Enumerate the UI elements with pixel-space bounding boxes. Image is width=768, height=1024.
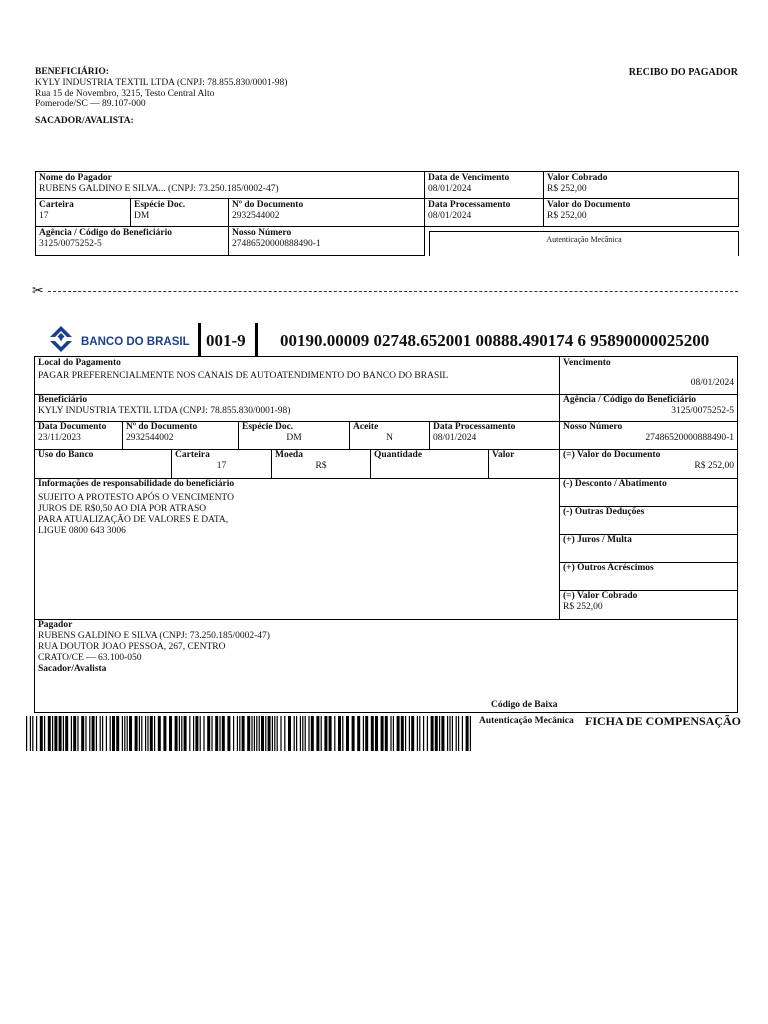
ficha-nosso-label: Nosso Número: [563, 422, 623, 432]
info-line: SUJEITO A PROTESTO APÓS O VENCIMENTO: [38, 493, 234, 503]
ficha-especie-cell: [239, 421, 349, 449]
ficha-carteira-label: Carteira: [175, 450, 210, 460]
valor-doc-value: R$ 252,00: [694, 461, 734, 471]
ficha-proc-label: Data Processamento: [433, 422, 516, 432]
beneficiary-city: Pomerode/SC — 89.107-000: [35, 99, 146, 109]
charged-cell: [544, 171, 739, 199]
doc-value-label: Valor do Documento: [547, 200, 631, 210]
qtd-cell: [371, 449, 488, 478]
info-line: JUROS DE R$0,50 AO DIA POR ATRASO: [38, 504, 207, 514]
doc-value-value: R$ 252,00: [547, 211, 587, 221]
ficha-title: FICHA DE COMPENSAÇÃO: [585, 714, 742, 728]
valor-cell: [489, 449, 559, 478]
auth-box: [429, 231, 739, 256]
bank-logo: [48, 323, 190, 355]
uso-cell: [35, 449, 171, 478]
valor-label: Valor: [492, 450, 515, 460]
charged-label: Valor Cobrado: [547, 173, 608, 183]
nosso-cell: [229, 227, 425, 256]
payer-label: Nome do Pagador: [39, 173, 112, 183]
proc-value: 08/01/2024: [428, 211, 472, 221]
valor-doc-label: (=) Valor do Documento: [563, 450, 661, 460]
proc-label: Data Processamento: [428, 200, 511, 210]
ficha-especie-label: Espécie Doc.: [242, 422, 294, 432]
ficha-agency-label: Agência / Código do Beneficiário: [563, 395, 696, 405]
doc-value-cell: [544, 199, 739, 227]
scissors-icon: ✂: [32, 283, 44, 299]
acrescimos-cell: [560, 562, 737, 590]
local-label: Local do Pagamento: [38, 358, 121, 368]
pagador-cell: [35, 619, 737, 712]
beneficiary-label: BENEFICIÁRIO:: [35, 67, 109, 77]
beneficiary-name: KYLY INDUSTRIA TEXTIL LTDA (CNPJ: 78.855.830/0001-98): [35, 78, 288, 88]
digitable-line: 00190.00009 02748.652001 00888.490174 6 95890000025200: [280, 331, 710, 350]
uso-label: Uso do Banco: [38, 450, 94, 460]
pagador-address: RUA DOUTOR JOAO PESSOA, 267, CENTRO: [38, 642, 226, 652]
ficha-carteira-cell: [172, 449, 271, 478]
agency-value: 3125/0075252-5: [39, 239, 102, 249]
info-label: Informações de responsabilidade do beneficiário: [38, 479, 235, 489]
carteira-cell: [35, 199, 131, 227]
ficha-especie-value: DM: [286, 433, 302, 443]
due-value: 08/01/2024: [428, 184, 472, 194]
carteira-label: Carteira: [39, 200, 74, 210]
codigo-baixa-label: Código de Baixa: [491, 700, 558, 710]
nosso-label: Nosso Número: [232, 228, 292, 238]
info-line: PARA ATUALIZAÇÃO DE VALORES E DATA,: [38, 515, 229, 525]
cobrado-cell: [560, 590, 737, 619]
ficha-carteira-value: 17: [216, 461, 227, 471]
ficha-proc-value: 08/01/2024: [433, 433, 477, 443]
moeda-label: Moeda: [275, 450, 303, 460]
doc-num-cell: [229, 199, 425, 227]
receipt-title: RECIBO DO PAGADOR: [628, 67, 738, 78]
pagador-city: CRATO/CE — 63.100-050: [38, 653, 142, 663]
agency-label: Agência / Código do Beneficiário: [39, 228, 172, 238]
num-doc-cell: [123, 421, 238, 449]
aceite-value: N: [386, 433, 393, 443]
cut-line: [48, 291, 738, 292]
ficha-agency-cell: [560, 394, 737, 421]
qtd-label: Quantidade: [374, 450, 423, 460]
benef-value: KYLY INDUSTRIA TEXTIL LTDA (CNPJ: 78.855.830/0001-98): [38, 406, 291, 416]
aceite-cell: [350, 421, 429, 449]
data-doc-cell: [35, 421, 122, 449]
barcode-icon: [26, 716, 473, 751]
moeda-cell: [272, 449, 370, 478]
moeda-value: R$: [315, 461, 327, 471]
banco-do-brasil-logo-icon: [48, 323, 190, 355]
deducoes-cell: [560, 506, 737, 534]
pagador-label: Pagador: [38, 620, 73, 630]
info-cell: [35, 478, 559, 619]
ficha-agency-value: 3125/0075252-5: [671, 406, 734, 416]
ficha-proc-cell: [430, 421, 559, 449]
valor-doc-cell: [560, 449, 737, 478]
ficha-nosso-value: 27486520000888490-1: [645, 433, 734, 443]
benef-label: Beneficiário: [38, 395, 88, 405]
proc-cell: [425, 199, 544, 227]
ficha-sacador-label: Sacador/Avalista: [38, 664, 107, 674]
aceite-label: Aceite: [353, 422, 379, 432]
auth-label: Autenticação Mecânica: [546, 235, 622, 244]
benef-cell: [35, 394, 559, 421]
especie-cell: [131, 199, 229, 227]
cobrado-value: R$ 252,00: [563, 602, 603, 612]
payer-value: RUBENS GALDINO E SILVA... (CNPJ: 73.250.185/0002-47): [39, 184, 279, 194]
agency-cell: [35, 227, 229, 256]
num-doc-label: Nº do Documento: [126, 422, 198, 432]
local-value: PAGAR PREFERENCIALMENTE NOS CANAIS DE AUTOATENDIMENTO DO BANCO DO BRASIL: [38, 371, 449, 381]
local-cell: [35, 357, 559, 394]
especie-value: DM: [134, 211, 150, 221]
ficha-nosso-cell: [560, 421, 737, 449]
info-line: LIGUE 0800 643 3006: [38, 526, 126, 536]
acrescimos-label: (+) Outros Acréscimos: [563, 563, 654, 573]
sacador-label: SACADOR/AVALISTA:: [35, 116, 134, 126]
due-cell: [425, 171, 544, 199]
data-doc-label: Data Documento: [38, 422, 107, 432]
desconto-cell: [560, 478, 737, 506]
barcode: [26, 716, 473, 751]
ficha-compensacao: [34, 356, 738, 713]
desconto-label: (-) Desconto / Abatimento: [563, 479, 667, 489]
info-lines: [38, 493, 556, 537]
nosso-value: 27486520000888490-1: [232, 239, 321, 249]
beneficiary-address: Rua 15 de Novembro, 3215, Testo Central Alto: [35, 88, 215, 99]
juros-label: (+) Juros / Multa: [563, 535, 632, 545]
due-label: Data de Vencimento: [428, 173, 510, 183]
bank-code: 001-9: [206, 331, 246, 350]
venc-value: 08/01/2024: [690, 378, 734, 388]
cobrado-label: (=) Valor Cobrado: [563, 591, 638, 601]
deducoes-label: (-) Outras Deduções: [563, 507, 645, 517]
charged-value: R$ 252,00: [547, 184, 587, 194]
num-doc-value: 2932544002: [126, 433, 174, 443]
payer-cell: [35, 171, 425, 199]
venc-cell: [560, 357, 737, 394]
bank-name-text: BANCO DO BRASIL: [81, 336, 190, 348]
pagador-name: RUBENS GALDINO E SILVA (CNPJ: 73.250.185/0002-47): [38, 631, 270, 641]
venc-label: Vencimento: [563, 358, 611, 368]
doc-num-value: 2932544002: [232, 211, 280, 221]
doc-num-label: Nº do Documento: [232, 200, 304, 210]
data-doc-value: 23/11/2023: [38, 433, 81, 443]
especie-label: Espécie Doc.: [134, 200, 186, 210]
juros-cell: [560, 534, 737, 562]
carteira-value: 17: [39, 211, 49, 221]
ficha-auth-label: Autenticação Mecânica: [479, 716, 574, 726]
receipt-table: [35, 171, 739, 256]
